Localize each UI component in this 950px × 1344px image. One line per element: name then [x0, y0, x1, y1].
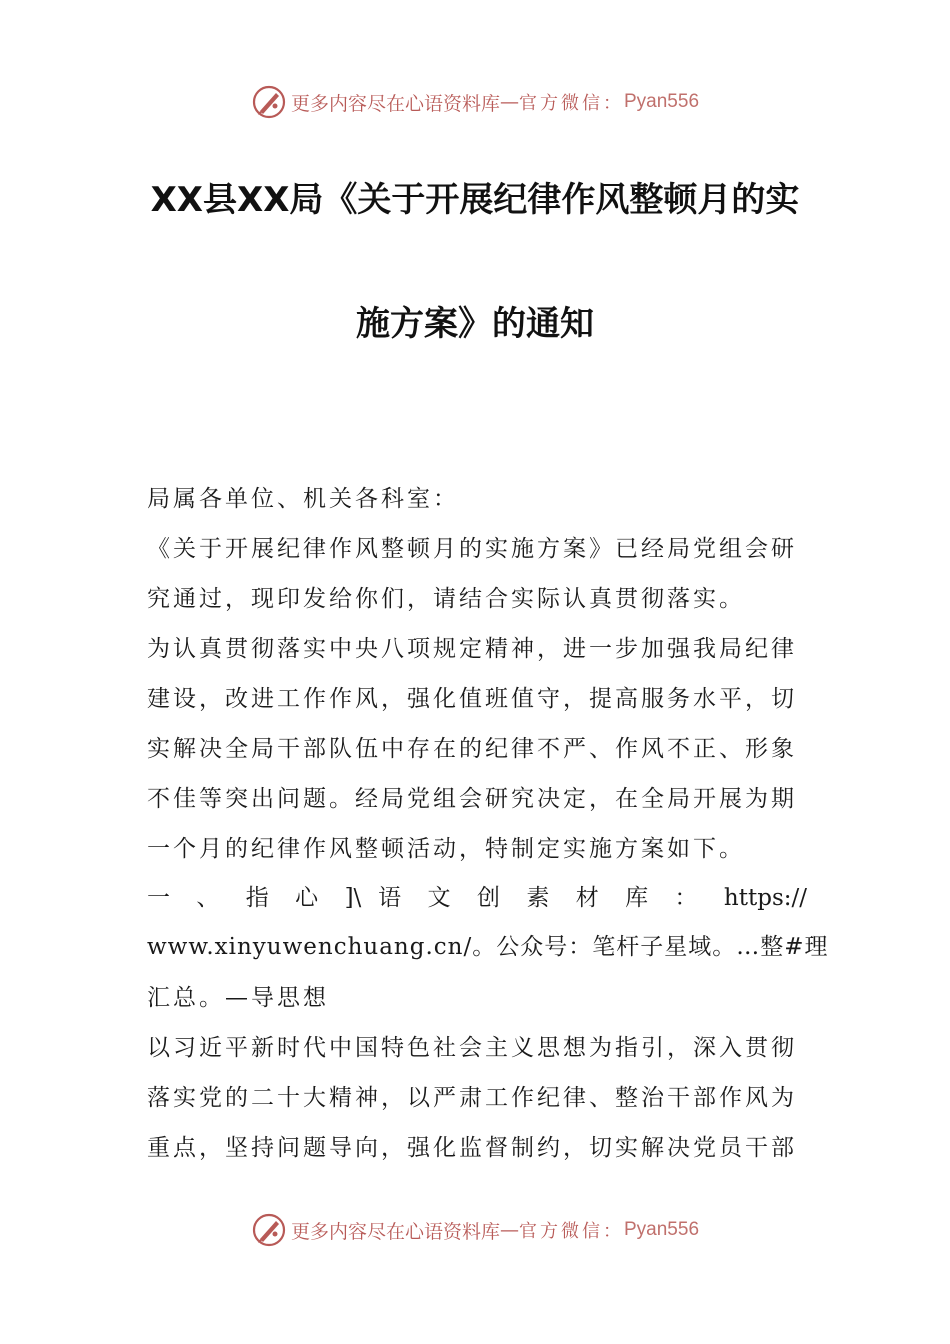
body-line: 实解决全局干部队伍中存在的纪律不严、作风不正、形象	[147, 736, 797, 762]
document-title-line-1: XX县XX局《关于开展纪律作风整顿月的实	[150, 180, 800, 220]
body-line: 《关于开展纪律作风整顿月的实施方案》已经局党组会研	[147, 536, 797, 562]
pen-logo-icon	[251, 1212, 287, 1248]
body-line: 重点，坚持问题导向，强化监督制约，切实解决党员干部	[147, 1135, 797, 1161]
body-line: 落实党的二十大精神，以严肃工作纪律、整治干部作风为	[147, 1085, 797, 1111]
document-title-line-2: 施方案》的通知	[356, 304, 594, 344]
body-line: 究通过，现印发给你们，请结合实际认真贯彻落实。	[147, 586, 745, 612]
header-banner	[0, 82, 950, 122]
body-line: www.xinyuwenchuang.cn/。公众号：笔杆子星域。…整#理	[147, 934, 829, 960]
body-line: 局属各单位、机关各科室：	[147, 486, 459, 512]
body-line: 以习近平新时代中国特色社会主义思想为指引，深入贯彻	[147, 1035, 797, 1061]
banner-dash: —	[500, 91, 519, 113]
banner-main-text: 更多内容尽在心语资料库	[290, 1220, 500, 1243]
body-line: 为认真贯彻落实中央八项规定精神，进一步加强我局纪律	[147, 636, 797, 662]
body-line: 一 、 指 心 ]\ 语 文 创 素 材 库 ： https://	[147, 885, 807, 911]
body-line: 汇总。—导思想	[147, 985, 329, 1011]
body-line: 不佳等突出问题。经局党组会研究决定，在全局开展为期	[147, 786, 797, 812]
banner-main-text: 更多内容尽在心语资料库	[290, 92, 500, 115]
footer-banner	[0, 1210, 950, 1250]
banner-wechat-label: 官方微信：	[519, 93, 624, 114]
banner-wechat-label: 官方微信：	[519, 1221, 624, 1242]
banner-dash: —	[500, 1219, 519, 1241]
body-line: 一个月的纪律作风整顿活动，特制定实施方案如下。	[147, 836, 745, 862]
pen-logo-icon	[251, 84, 287, 120]
body-line: 建设，改进工作作风，强化值班值守，提高服务水平，切	[147, 686, 797, 712]
banner-wechat-id: Pyan556	[624, 91, 700, 112]
banner-wechat-id: Pyan556	[624, 1219, 700, 1240]
